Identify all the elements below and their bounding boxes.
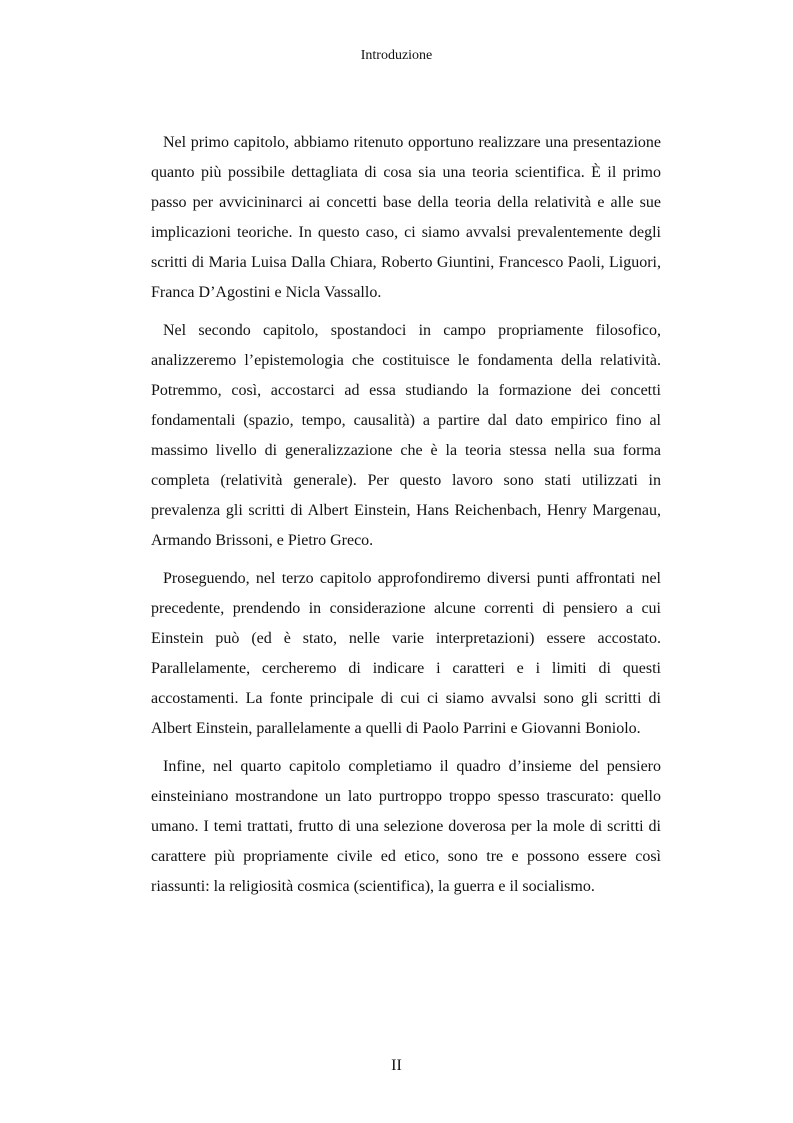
paragraph-chapter-3: Proseguendo, nel terzo capitolo approfondiremo diversi punti affrontati nel precedente, prendendo in considerazione alcune correnti di pensiero a cui Einstein può (ed è stato, nelle varie interpretazioni) essere accostato. Parallelamente, cercheremo di indicare i caratteri e i limiti di questi accostamenti. La fonte principale di cui ci siamo avvalsi sono gli scritti di Albert Einstein, parallelamente a quelli di Paolo Parrini e Giovanni Boniolo. bbox=[151, 570, 661, 737]
running-header: Introduzione bbox=[360, 48, 433, 63]
paragraph-chapter-2: Nel secondo capitolo, spostandoci in campo propriamente filosofico, analizzeremo l’epistemologia che costituisce le fondamenta della relatività. Potremmo, così, accostarci ad essa studiando la formazione dei concetti fondamentali (spazio, tempo, causalità) a partire dal dato empirico fino al massimo livello di generalizzazione che è la teoria stessa nella sua forma completa (relatività generale). Per questo lavoro sono stati utilizzati in prevalenza gli scritti di Albert Einstein, Hans Reichenbach, Henry Margenau, Armando Brissoni, e Pietro Greco. bbox=[151, 322, 661, 549]
paragraph-chapter-4: Infine, nel quarto capitolo completiamo il quadro d’insieme del pensiero einsteiniano mostrandone un lato purtroppo troppo spesso trascurato: quello umano. I temi trattati, frutto di una selezione doverosa per la mole di scritti di carattere più propriamente civile ed etico, sono tre e possono essere così riassunti: la religiosità cosmica (scientifica), la guerra e il socialismo. bbox=[151, 758, 661, 895]
page-number: II bbox=[391, 1057, 402, 1074]
paragraph-chapter-1: Nel primo capitolo, abbiamo ritenuto opportuno realizzare una presentazione quanto più possibile dettagliata di cosa sia una teoria scientifica. È il primo passo per avvicininarci ai concetti base della teoria della relatività e alle sue implicazioni teoriche. In questo caso, ci siamo avvalsi prevalentemente degli scritti di Maria Luisa Dalla Chiara, Roberto Giuntini, Francesco Paoli, Liguori, Franca D’Agostini e Nicla Vassallo. bbox=[151, 134, 661, 301]
body-text bbox=[151, 128, 661, 910]
